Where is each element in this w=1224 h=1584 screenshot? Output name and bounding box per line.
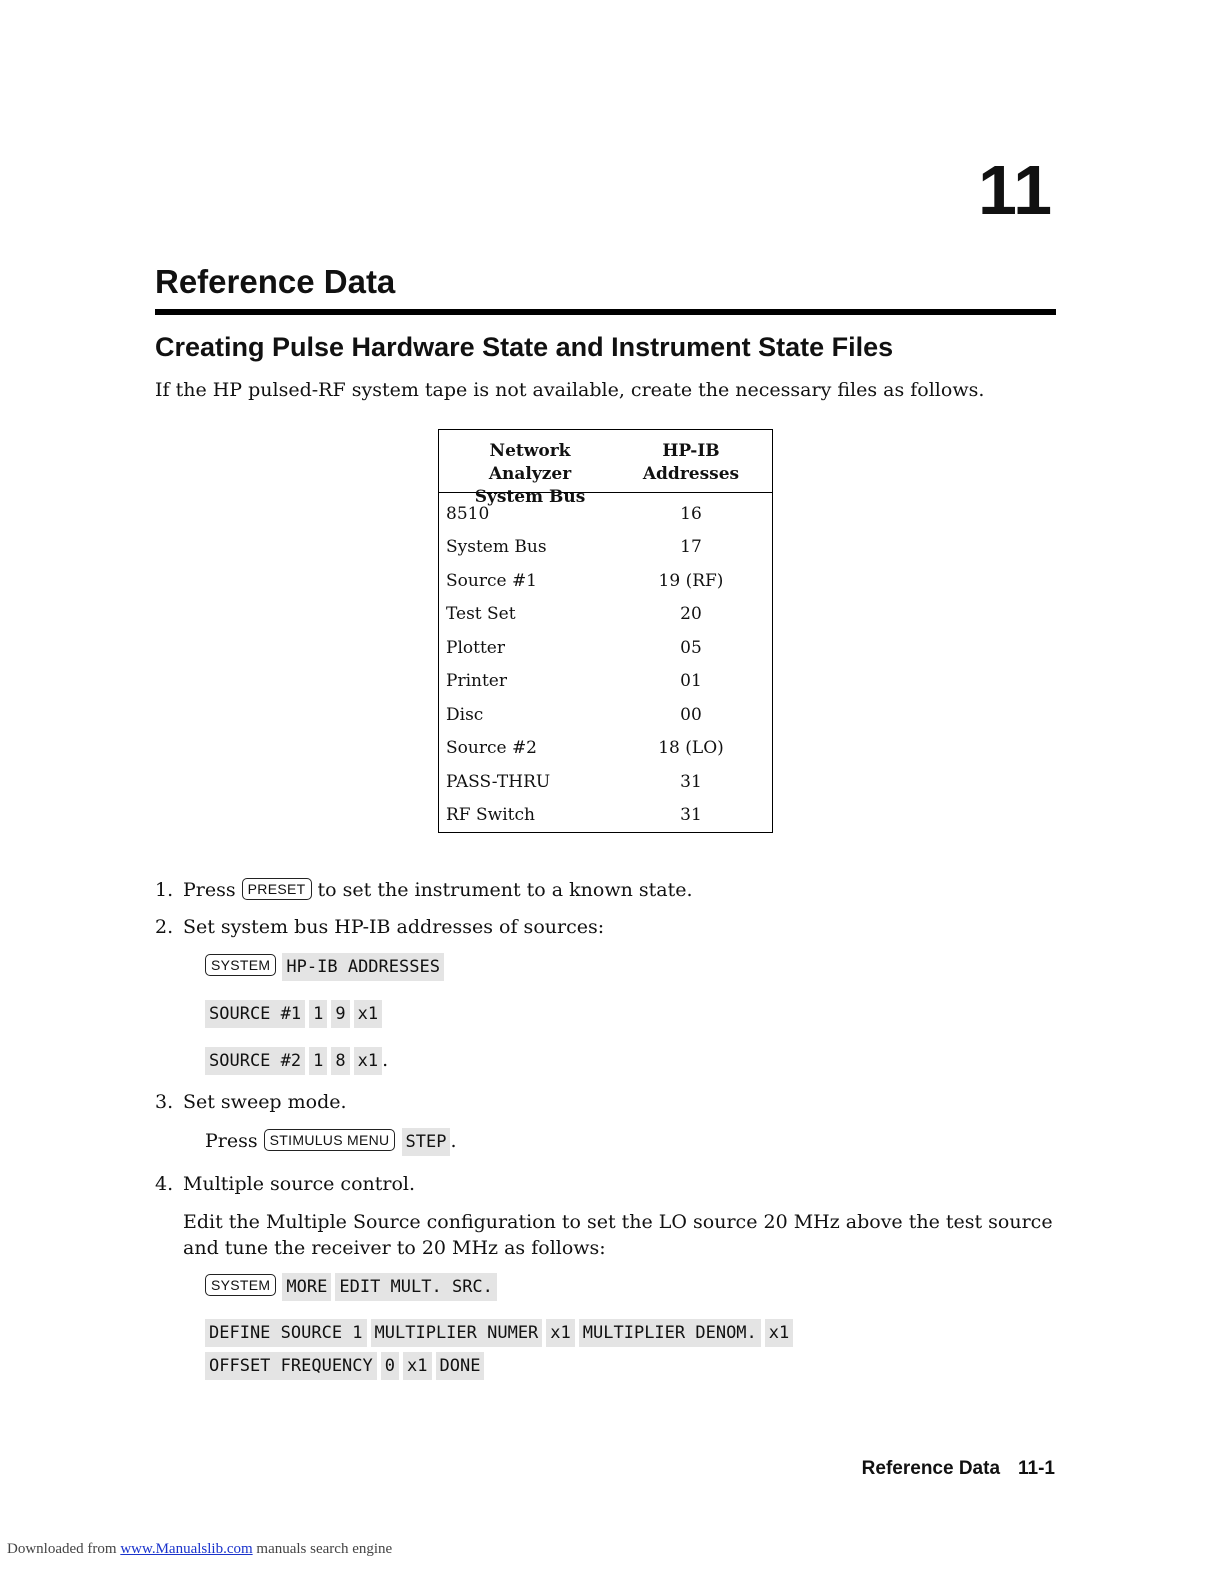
step-2-line-3: SOURCE #2 1 8 x1 . bbox=[205, 1047, 388, 1075]
section-title: Creating Pulse Hardware State and Instrument State Files bbox=[155, 332, 894, 362]
table-row: Source #2 18 (LO) bbox=[446, 738, 724, 758]
footer-title: Reference Data bbox=[861, 1458, 1001, 1479]
system-key: SYSTEM bbox=[205, 954, 276, 976]
table-header bbox=[439, 430, 772, 507]
page-footer bbox=[862, 1457, 1055, 1481]
softkey-hpib-addresses: HP-IB ADDRESSES bbox=[282, 953, 444, 981]
title-rule bbox=[155, 309, 1056, 315]
table-row: Source #1 19 (RF) bbox=[446, 571, 724, 591]
col-header-address: HP-IB Addresses bbox=[642, 441, 740, 484]
stimulus-menu-key: STIMULUS MENU bbox=[264, 1129, 396, 1151]
manualslib-link[interactable]: www.Manualslib.com bbox=[120, 1541, 253, 1557]
page-number: 11-1 bbox=[1018, 1458, 1055, 1479]
table-row: System Bus 17 bbox=[446, 537, 702, 557]
hpib-address-table bbox=[438, 429, 773, 833]
intro-paragraph: If the HP pulsed-RF system tape is not available, create the necessary files as follows. bbox=[155, 379, 985, 401]
step-4-line-2: DEFINE SOURCE 1 MULTIPLIER NUMER x1 MULTIPLIER DENOM. x1 bbox=[205, 1319, 797, 1347]
table-row: RF Switch 31 bbox=[446, 805, 702, 825]
table-row: Plotter 05 bbox=[446, 638, 702, 658]
step-4-line-1: SYSTEM MORE EDIT MULT. SRC. bbox=[205, 1273, 501, 1301]
download-notice: Downloaded from www.Manualslib.com manuals search engine bbox=[7, 1541, 393, 1557]
step-3-line: Press STIMULUS MENU STEP . bbox=[205, 1128, 457, 1156]
table-row: Disc 00 bbox=[446, 705, 702, 725]
chapter-title: Reference Data bbox=[155, 263, 396, 300]
system-key: SYSTEM bbox=[205, 1274, 276, 1296]
step-2-line-1 bbox=[205, 953, 448, 981]
softkey-step: STEP bbox=[402, 1128, 451, 1156]
table-row: Test Set 20 bbox=[446, 604, 702, 624]
table-row: Printer 01 bbox=[446, 671, 702, 691]
step-2-line-2: SOURCE #1 1 9 x1 bbox=[205, 1000, 386, 1028]
step-4-line-3: OFFSET FREQUENCY 0 x1 DONE bbox=[205, 1352, 488, 1380]
chapter-number: 11 bbox=[978, 151, 1052, 229]
table-row: PASS-THRU 31 bbox=[446, 772, 702, 792]
col-header-device: Network Analyzer System Bus bbox=[474, 441, 586, 507]
preset-key: PRESET bbox=[242, 878, 312, 900]
table-row: 8510 16 bbox=[446, 504, 702, 524]
